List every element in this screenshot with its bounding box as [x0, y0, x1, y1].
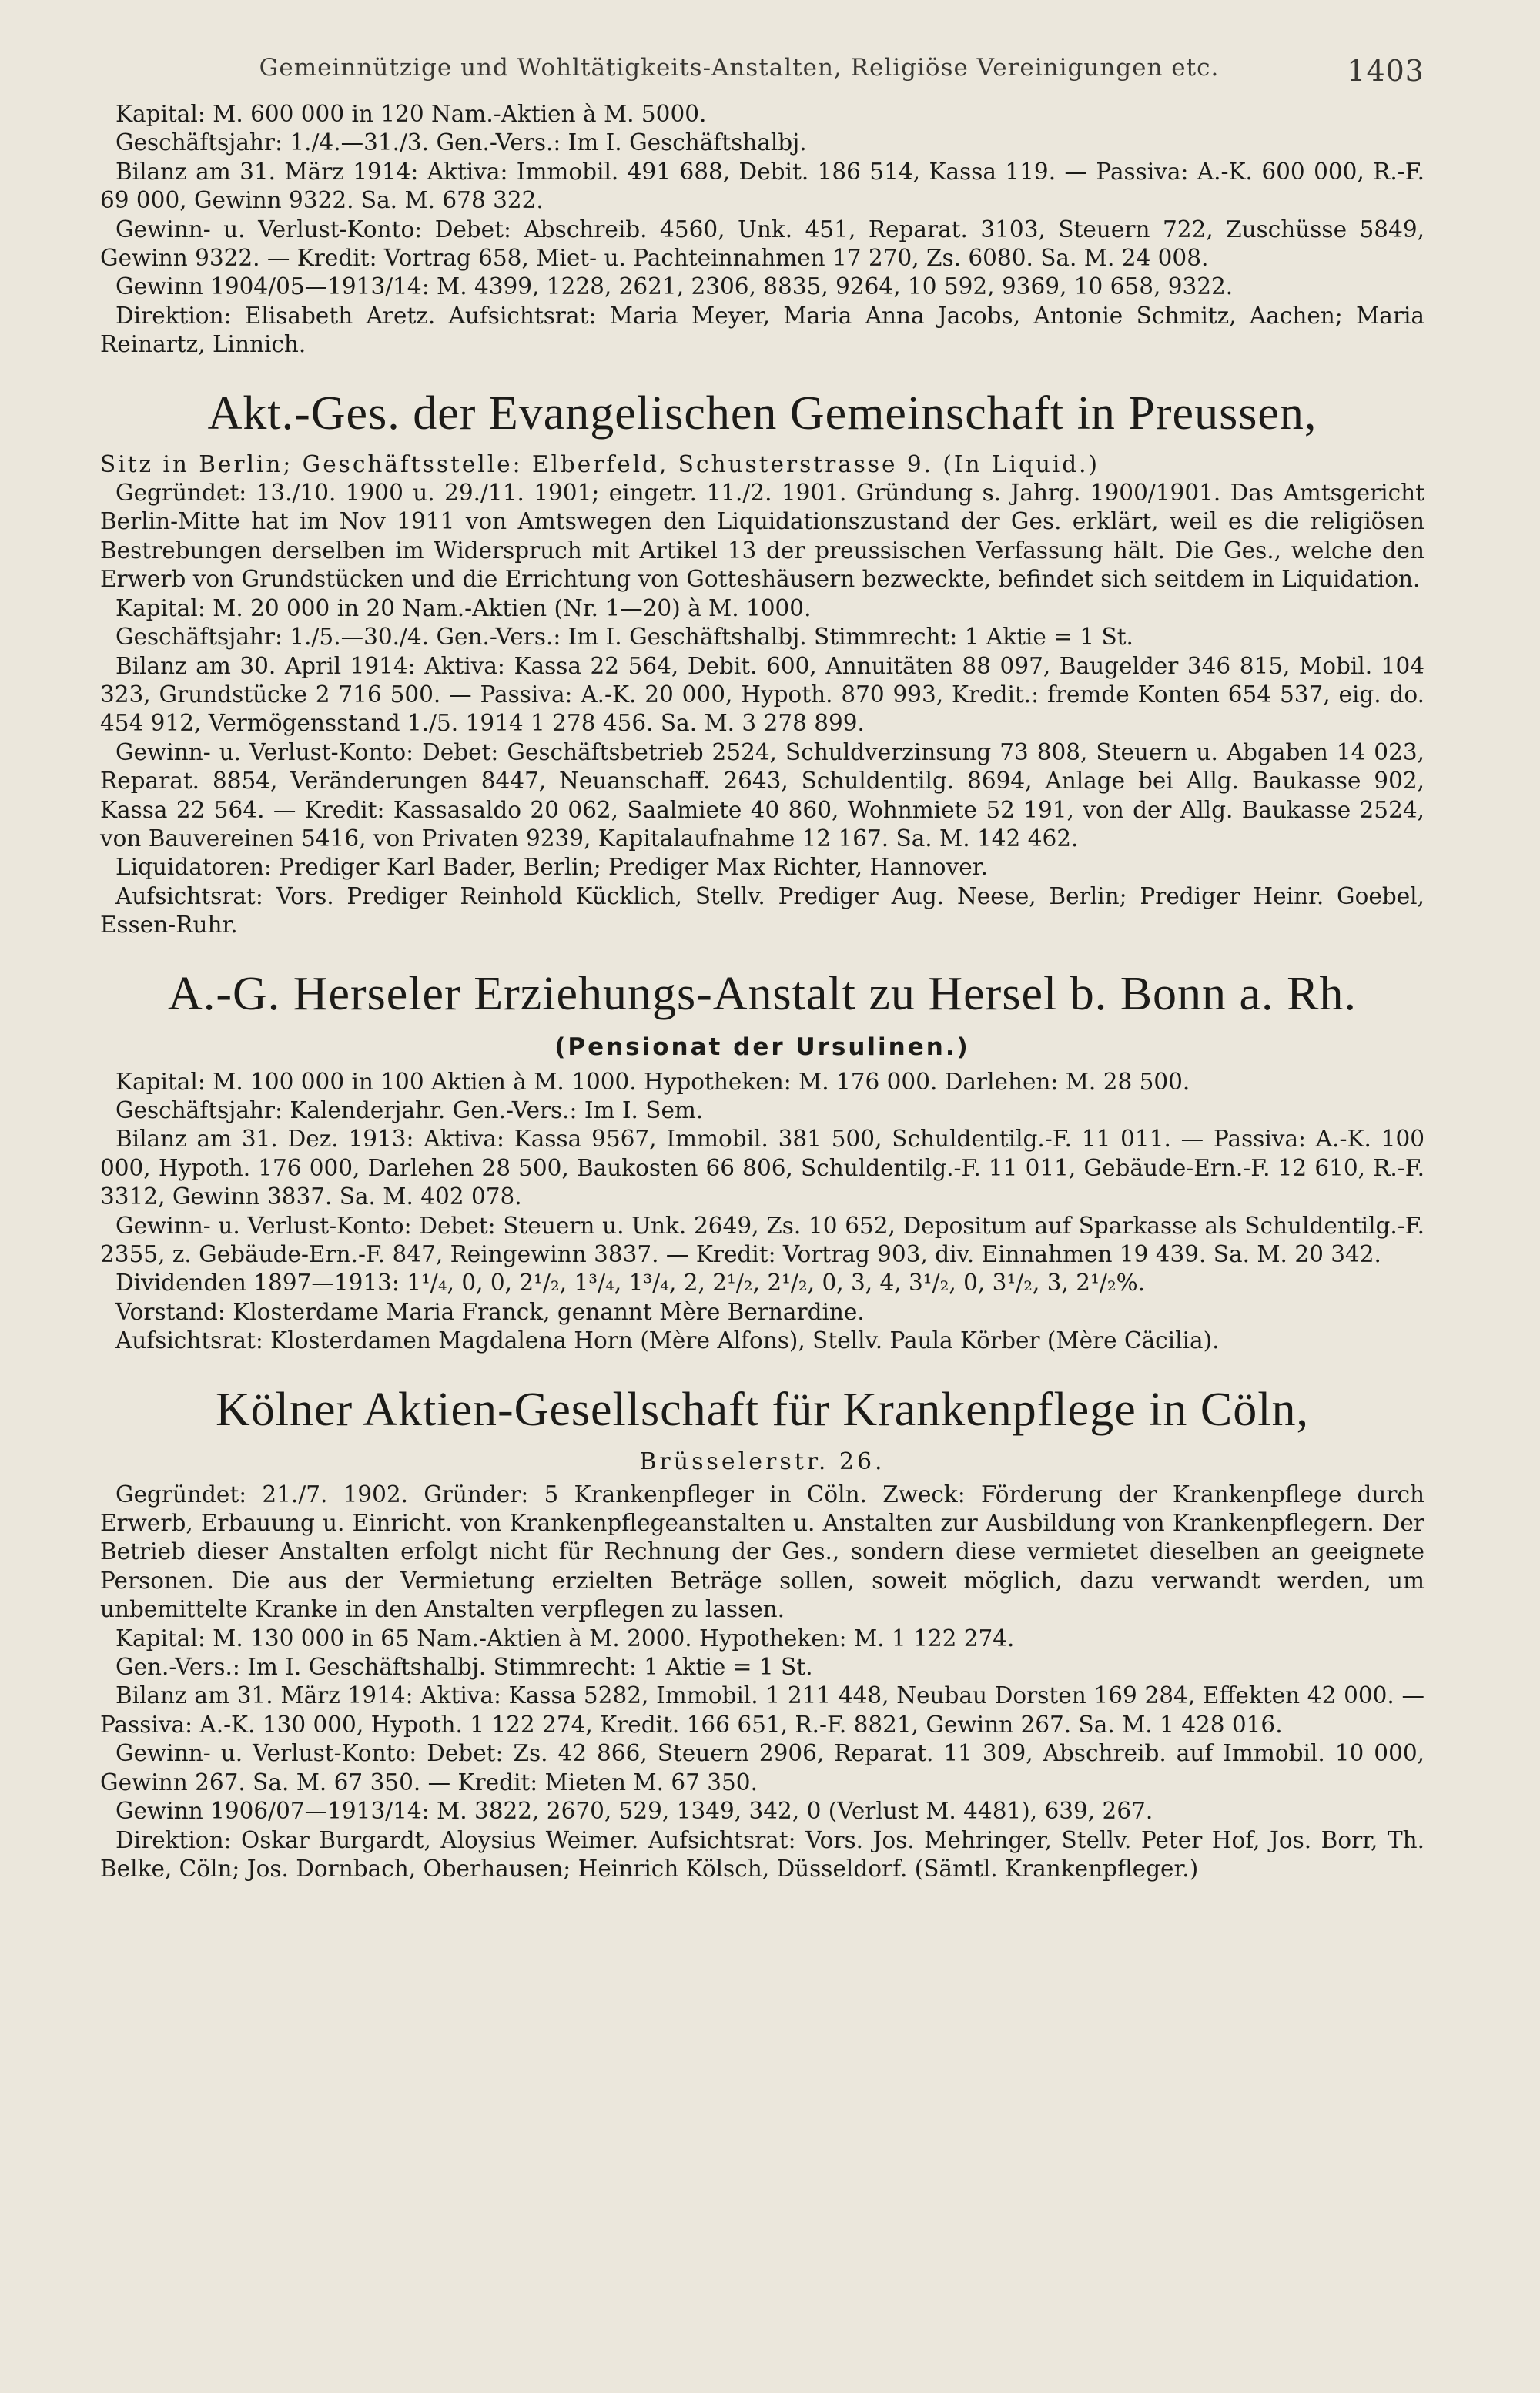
entry-top — [100, 100, 1424, 360]
paragraph: Kapital: M. 20 000 in 20 Nam.-Aktien (Nr. 1—20) à M. 1000. — [116, 594, 812, 621]
entry-seat: Sitz in Berlin; Geschäftsstelle: Elberfeld, Schusterstrasse 9. (In Liquid.) — [100, 450, 1100, 477]
paragraph: Gewinn- u. Verlust-Konto: Debet: Zs. 42 866, Steuern 2906, Reparat. 11 309, Abschreib. auf Immobil. 10 000, Gewinn 267. Sa. M. 67 350. — Kredit: Mieten M. 67 350. — [100, 1740, 1424, 1796]
paragraph: Bilanz am 30. April 1914: Aktiva: Kassa 22 564, Debit. 600, Annuitäten 88 097, Baugelder 346 815, Mobil. 104 323, Grundstücke 2 716 500. — Passiva: A.-K. 20 000, Hypoth. 870 993, Kredit.: fremde Konten 654 537, eig. do. 454 912, Vermögensstand 1./5. 1914 1 278 456. Sa. M. 3 278 899. — [100, 652, 1424, 737]
entry-koelner-krankenpflege — [100, 1377, 1424, 1884]
paragraph: Kapital: M. 600 000 in 120 Nam.-Aktien à M. 5000. — [116, 101, 707, 127]
running-head — [100, 54, 1424, 100]
paragraph: Bilanz am 31. Dez. 1913: Aktiva: Kassa 9567, Immobil. 381 500, Schuldentilg.-F. 11 011. — Passiva: A.-K. 100 000, Hypoth. 176 000, Darlehen 28 500, Baukosten 66 806, Schuldentilg.-F. 11 011, Gebäude-Ern.-F. 12 610, R.-F. 3312, Gewinn 3837. Sa. M. 402 078. — [100, 1126, 1424, 1210]
paragraph: Direktion: Elisabeth Aretz. Aufsichtsrat: Maria Meyer, Maria Anna Jacobs, Antonie Schmitz, Aachen; Maria Reinartz, Linnich. — [100, 302, 1424, 358]
entry-title: Kölner Aktien-Gesellschaft für Krankenpflege in Cöln, — [215, 1383, 1310, 1436]
page-number: 1403 — [1347, 54, 1424, 88]
entry-herseler-erziehungs-anstalt — [100, 962, 1424, 1356]
paragraph: Bilanz am 31. März 1914: Aktiva: Kassa 5282, Immobil. 1 211 448, Neubau Dorsten 169 284, Effekten 42 000. — Passiva: A.-K. 130 000, Hypoth. 1 122 274, Kredit. 166 651, R.-F. 8821, Gewinn 267. Sa. M. 1 428 016. — [100, 1682, 1424, 1738]
paragraph: Geschäftsjahr: Kalenderjahr. Gen.-Vers.: Im I. Sem. — [116, 1096, 704, 1123]
paragraph: Geschäftsjahr: 1./4.—31./3. Gen.-Vers.: Im I. Geschäftshalbj. — [116, 129, 807, 156]
paragraph: Gewinn- u. Verlust-Konto: Debet: Geschäftsbetrieb 2524, Schuldverzinsung 73 808, Steuern u. Abgaben 14 023, Reparat. 8854, Veränderungen 8447, Neuanschaff. 2643, Schuldentilg. 8694, Anlage bei Allg. Baukasse 902, Kassa 22 564. — Kredit: Kassasaldo 20 062, Saalmiete 40 860, Wohnmiete 52 191, von der Allg. Baukasse 2524, von Bauvereinen 5416, von Privaten 9239, Kapitalaufnahme 12 167. Sa. M. 142 462. — [100, 738, 1424, 852]
paragraph: Gewinn- u. Verlust-Konto: Debet: Abschreib. 4560, Unk. 451, Reparat. 3103, Steuern 722, Zuschüsse 5849, Gewinn 9322. — Kredit: Vortrag 658, Miet- u. Pachteinnahmen 17 270, Zs. 6080. Sa. M. 24 008. — [100, 216, 1424, 272]
paragraph: Vorstand: Klosterdame Maria Franck, genannt Mère Bernardine. — [116, 1298, 865, 1325]
entry-address: Brüsselerstr. 26. — [639, 1448, 886, 1475]
paragraph: Kapital: M. 100 000 in 100 Aktien à M. 1000. Hypotheken: M. 176 000. Darlehen: M. 28 500. — [116, 1068, 1190, 1095]
paragraph: Gen.-Vers.: Im I. Geschäftshalbj. Stimmrecht: 1 Aktie = 1 St. — [116, 1654, 813, 1681]
paragraph: Dividenden 1897—1913: 1¹/₄, 0, 0, 2¹/₂, 1³/₄, 1³/₄, 2, 2¹/₂, 2¹/₂, 0, 3, 4, 3¹/₂, 0, 3¹/₂, 3, 2¹/₂%. — [116, 1270, 1146, 1297]
paragraph: Gegründet: 21./7. 1902. Gründer: 5 Krankenpfleger in Cöln. Zweck: Förderung der Krankenpflege durch Erwerb, Erbauung u. Einricht. von Krankenpflegeanstalten u. Anstalten zur Ausbildung von Krankenpflegern. Der Betrieb dieser Anstalten erfolgt nicht für Rechnung der Ges., sondern diese vermietet dieselben an geeignete Personen. Die aus der Vermietung erzielten Beträge sollen, soweit möglich, dazu verwandt werden, um unbemittelte Kranke in den Anstalten verpflegen zu lassen. — [100, 1481, 1424, 1623]
paragraph: Bilanz am 31. März 1914: Aktiva: Immobil. 491 688, Debit. 186 514, Kassa 119. — Passiva: A.-K. 600 000, R.-F. 69 000, Gewinn 9322. Sa. M. 678 322. — [100, 158, 1424, 214]
paragraph: Aufsichtsrat: Klosterdamen Magdalena Horn (Mère Alfons), Stellv. Paula Körber (Mère Cäcilia). — [116, 1327, 1220, 1354]
entry-evangelische-gemeinschaft — [100, 381, 1424, 940]
paragraph: Gewinn 1906/07—1913/14: M. 3822, 2670, 529, 1349, 342, 0 (Verlust M. 4481), 639, 267. — [116, 1798, 1153, 1825]
paragraph: Aufsichtsrat: Vors. Prediger Reinhold Kücklich, Stellv. Prediger Aug. Neese, Berlin; Prediger Heinr. Goebel, Essen-Ruhr. — [100, 882, 1424, 939]
paragraph: Kapital: M. 130 000 in 65 Nam.-Aktien à M. 2000. Hypotheken: M. 1 122 274. — [116, 1625, 1015, 1652]
paragraph: Gegründet: 13./10. 1900 u. 29./11. 1901; eingetr. 11./2. 1901. Gründung s. Jahrg. 1900/1901. Das Amtsgericht Berlin-Mitte hat im Nov 1911 von Amtswegen den Liquidationszustand der Ges. erklärt, weil es die religiösen Bestrebungen derselben im Widerspruch mit Artikel 13 der preussischen Verfassung hält. Die Ges., welche den Erwerb von Grundstücken und die Errichtung von Gotteshäusern bezweckte, befindet sich seitdem in Liquidation. — [100, 480, 1424, 593]
entry-title: A.-G. Herseler Erziehungs-Anstalt zu Hersel b. Bonn a. Rh. — [168, 967, 1357, 1020]
paragraph: Direktion: Oskar Burgardt, Aloysius Weimer. Aufsichtsrat: Vors. Jos. Mehringer, Stellv. Peter Hof, Jos. Borr, Th. Belke, Cöln; Jos. Dornbach, Oberhausen; Heinrich Kölsch, Düsseldorf. (Sämtl. Krankenpfleger.) — [100, 1826, 1424, 1882]
paragraph: Geschäftsjahr: 1./5.—30./4. Gen.-Vers.: Im I. Geschäftshalbj. Stimmrecht: 1 Aktie = 1 St. — [116, 624, 1133, 651]
paragraph: Gewinn- u. Verlust-Konto: Debet: Steuern u. Unk. 2649, Zs. 10 652, Depositum auf Sparkasse als Schuldentilg.-F. 2355, z. Gebäude-Ern.-F. 847, Reingewinn 3837. — Kredit: Vortrag 903, div. Einnahmen 19 439. Sa. M. 20 342. — [100, 1212, 1424, 1267]
paragraph: Liquidatoren: Prediger Karl Bader, Berlin; Prediger Max Richter, Hannover. — [116, 854, 988, 881]
entry-title: Akt.-Ges. der Evangelischen Gemeinschaft in Preussen, — [207, 387, 1317, 440]
entry-subtitle: (Pensionat der Ursulinen.) — [554, 1033, 970, 1061]
running-head-title: Gemeinnützige und Wohltätigkeits-Anstalten, Religiöse Vereinigungen etc. — [259, 54, 1220, 82]
paragraph: Gewinn 1904/05—1913/14: M. 4399, 1228, 2621, 2306, 8835, 9264, 10 592, 9369, 10 658, 9322. — [116, 273, 1234, 300]
